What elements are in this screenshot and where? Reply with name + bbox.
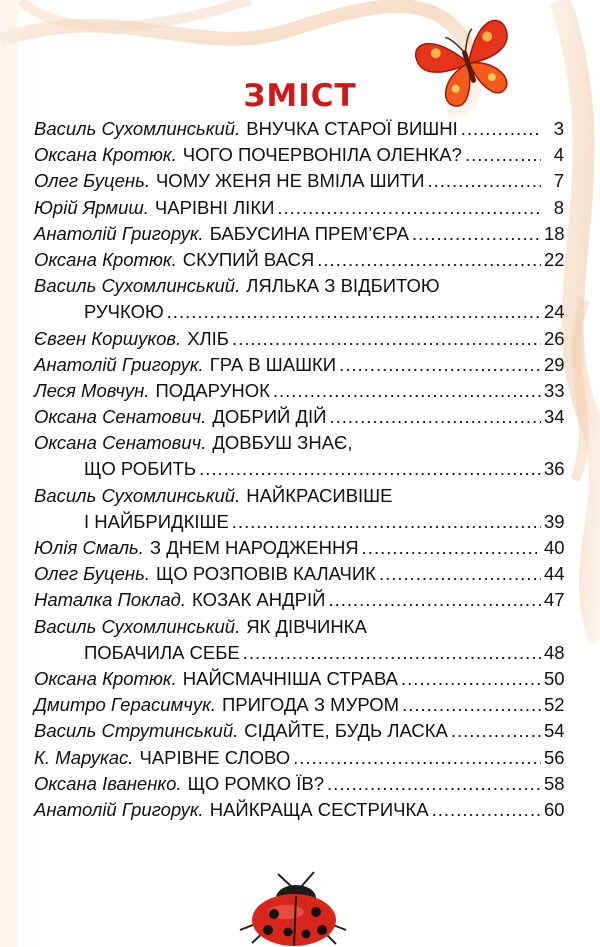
toc-leader-dots [199,458,541,480]
toc-title-continuation: ЩО РОБИТЬ [84,458,197,480]
toc-author: Василь Сухомлинський. [34,484,241,506]
toc-entry[interactable] [34,747,564,773]
toc-entry[interactable] [34,668,564,694]
toc-title: ВНУЧКА СТАРОЇ ВИШНІ [246,118,458,139]
toc-title: ДОБРИЙ ДІЙ [212,406,327,428]
toc-page-number: 29 [544,353,565,375]
toc-title: ЧОГО ПОЧЕРВОНІЛА ОЛЕНКА? [182,144,462,166]
toc-entry[interactable] [34,485,564,511]
toc-leader-dots [232,328,541,350]
toc-page-number: 40 [544,537,565,558]
toc-page-number: 22 [544,248,565,270]
toc-title: ХЛІБ [187,327,229,349]
toc-page-number: 18 [544,222,565,244]
toc-leader-dots [243,642,541,664]
toc-title: ЛЯЛЬКА З ВІДБИТОЮ [246,275,440,297]
toc-leader-dots [432,799,541,821]
toc-title: ПРИГОДА З МУРОМ [221,694,400,716]
toc-entry[interactable] [34,118,564,144]
toc-title: ЧОМУ ЖЕНЯ НЕ ВМІЛА ШИТИ [155,170,425,192]
toc-entry[interactable] [34,144,564,170]
toc-author: Василь Сухомлинський. [34,615,241,637]
toc-title: ГРА В ШАШКИ [209,353,337,375]
toc-author: Василь Сухомлинський. [34,275,241,297]
toc-title: ЧАРІВНЕ СЛОВО [139,746,291,768]
toc-title-continuation: І НАЙБРИДКІШЕ [84,510,229,532]
toc-title-continuation: РУЧКОЮ [84,301,164,323]
toc-leader-dots [277,197,541,219]
toc-leader-dots [339,354,541,376]
toc-page-number: 7 [553,170,564,192]
toc-title: НАЙСМАЧНІША СТРАВА [182,667,399,689]
toc-entry[interactable] [34,197,564,223]
toc-author: Юрій Ярмиш. [34,196,149,218]
toc-title: ПОДАРУНОК [155,379,270,401]
toc-list [34,118,564,825]
toc-author: Оксана Кротюк. [34,248,177,270]
toc-leader-dots [293,747,541,769]
toc-page-number: 3 [553,118,564,139]
toc-leader-dots [232,511,541,533]
toc-title: БАБУСИНА ПРЕМ’ЄРА [209,222,409,244]
page-title: ЗМІСТ [243,78,357,114]
toc-author: Дмитро Герасимчук. [34,694,216,716]
toc-author: Євген Коршуков. [34,327,182,349]
toc-title: ЯК ДІВЧИНКА [246,615,367,637]
toc-title: З ДНЕМ НАРОДЖЕННЯ [149,537,359,558]
toc-page-number: 24 [544,301,565,323]
toc-leader-dots [427,170,541,192]
toc-author: Олег Буцень. [34,563,150,585]
toc-entry[interactable] [34,328,564,354]
toc-page-number: 56 [544,746,565,768]
toc-leader-dots [402,694,541,716]
toc-title: СІДАЙТЕ, БУДЬ ЛАСКА [244,720,448,742]
toc-author: Леся Мовчун. [34,379,150,401]
toc-entry[interactable] [34,275,564,301]
toc-entry[interactable] [34,406,564,432]
toc-page-number: 4 [553,144,564,166]
toc-author: Анатолій Григорук. [34,353,204,375]
toc-author: Василь Струтинський. [34,720,239,742]
toc-author: Оксана Кротюк. [34,144,177,166]
toc-entry[interactable] [34,537,564,563]
toc-author: Оксана Сенатович. [34,432,207,454]
toc-author: К. Марукас. [34,746,134,768]
toc-leader-dots [465,144,541,166]
toc-title: ЩО РОЗПОВІВ КАЛАЧИК [155,563,376,585]
toc-author: Олег Буцень. [34,170,150,192]
toc-title-continuation: ПОБАЧИЛА СЕБЕ [84,641,240,663]
toc-page-number: 47 [544,589,565,611]
toc-leader-dots [317,249,541,271]
toc-page-number: 60 [544,798,565,820]
toc-title: ДОВБУШ ЗНАЄ, [212,432,353,454]
toc-entry-continuation[interactable] [34,301,564,327]
toc-entry[interactable] [34,223,564,249]
toc-author: Наталка Поклад. [34,589,187,611]
toc-page-number: 54 [544,720,565,742]
toc-title: СКУПИЙ ВАСЯ [182,248,315,270]
toc-leader-dots [461,118,541,140]
toc-entry[interactable] [34,354,564,380]
toc-leader-dots [327,773,541,795]
toc-leader-dots [273,380,541,402]
toc-page-number: 8 [553,196,564,218]
ladybug-icon [238,868,353,947]
toc-entry[interactable] [34,170,564,196]
toc-leader-dots [329,406,541,428]
toc-entry[interactable] [34,432,564,458]
toc-entry[interactable] [34,616,564,642]
toc-page-number: 52 [544,694,565,716]
toc-page-number: 44 [544,563,565,585]
toc-title: ЧАРІВНІ ЛІКИ [154,196,275,218]
toc-page-number: 48 [544,641,565,663]
toc-entry-continuation[interactable] [34,458,564,484]
toc-entry[interactable] [34,799,564,825]
toc-author: Оксана Кротюк. [34,667,177,689]
toc-title: НАЙКРАЩА СЕСТРИЧКА [209,798,429,820]
toc-page-number: 34 [544,406,565,428]
toc-leader-dots [167,301,541,323]
toc-leader-dots [362,537,541,559]
toc-title: ЩО РОМКО ЇВ? [187,772,325,794]
toc-page-number: 50 [544,667,565,689]
toc-entry-continuation[interactable] [34,511,564,537]
toc-leader-dots [328,589,541,611]
toc-author: Василь Сухомлинський. [34,118,241,139]
toc-entry[interactable] [34,380,564,406]
toc-entry[interactable] [34,720,564,746]
toc-entry[interactable] [34,773,564,799]
toc-page-number: 39 [544,510,565,532]
toc-leader-dots [401,668,541,690]
toc-author: Юлія Смаль. [34,537,144,558]
toc-title: КОЗАК АНДРІЙ [192,589,326,611]
toc-author: Анатолій Григорук. [34,798,204,820]
toc-leader-dots [379,563,541,585]
toc-title: НАЙКРАСИВІШЕ [246,484,393,506]
toc-leader-dots [451,720,541,742]
toc-entry[interactable] [34,589,564,615]
toc-page-number: 33 [544,379,565,401]
toc-page-number: 26 [544,327,565,349]
toc-author: Оксана Іваненко. [34,772,182,794]
toc-author: Анатолій Григорук. [34,222,204,244]
toc-page-number: 36 [544,458,565,480]
toc-entry[interactable] [34,563,564,589]
toc-author: Оксана Сенатович. [34,406,207,428]
toc-entry[interactable] [34,249,564,275]
toc-page-number: 58 [544,772,565,794]
toc-entry-continuation[interactable] [34,642,564,668]
toc-leader-dots [412,223,541,245]
toc-entry[interactable] [34,694,564,720]
